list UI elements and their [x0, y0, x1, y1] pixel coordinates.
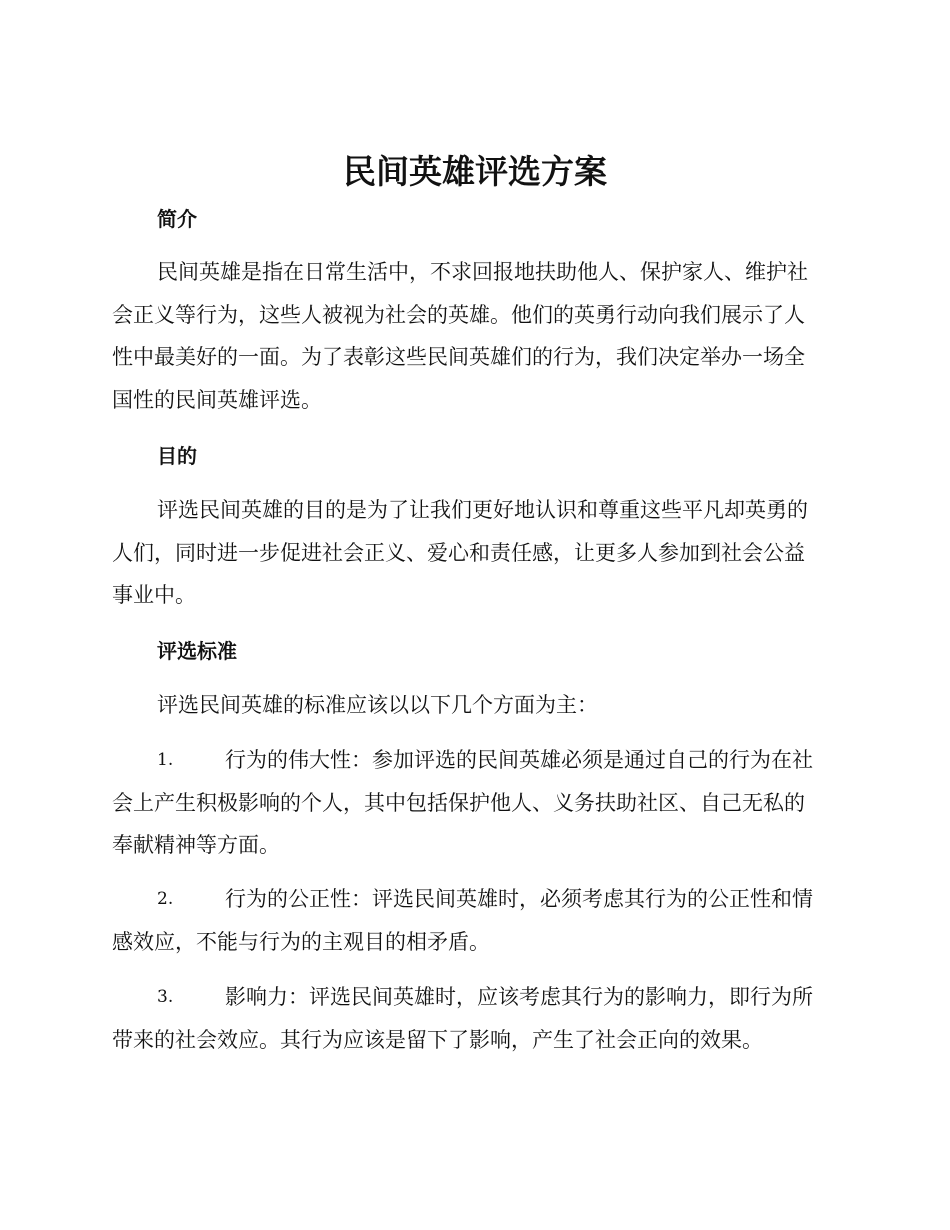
criteria-item-3 — [112, 976, 832, 1061]
purpose-paragraph — [112, 489, 832, 617]
paragraph-line: 事业中。 — [112, 583, 196, 607]
section-heading-intro: 简介 — [157, 207, 197, 231]
document-title: 民间英雄评选方案 — [343, 152, 607, 191]
criteria-intro — [112, 684, 832, 727]
list-number: 1. — [157, 750, 174, 770]
criteria-item-1 — [112, 739, 832, 867]
criteria-item-2 — [112, 878, 832, 963]
paragraph-line: 奉献精神等方面。 — [112, 833, 280, 857]
paragraph-line: 国性的民间英雄评选。 — [112, 387, 322, 412]
paragraph-line: 民间英雄是指在日常生活中，不求回报地扶助他人、保护家人、维护社 — [157, 260, 808, 284]
paragraph-line: 会正义等行为，这些人被视为社会的英雄。他们的英勇行动向我们展示了人 — [112, 302, 805, 327]
paragraph-line: 性中最美好的一面。为了表彰这些民间英雄们的行为，我们决定举办一场全 — [112, 345, 805, 369]
section-heading-purpose: 目的 — [157, 444, 197, 468]
paragraph-line: 会上产生积极影响的个人，其中包括保护他人、义务扶助社区、自己无私的 — [112, 790, 805, 815]
paragraph-line: 评选民间英雄的标准应该以以下几个方面为主： — [157, 693, 598, 717]
intro-paragraph — [112, 251, 832, 421]
list-number: 3. — [157, 987, 174, 1007]
section-heading-criteria: 评选标准 — [157, 639, 237, 663]
paragraph-line: 行为的公正性：评选民间英雄时，必须考虑其行为的公正性和情 — [225, 887, 813, 911]
paragraph-line: 人们，同时进一步促进社会正义、爱心和责任感，让更多人参加到社会公益 — [112, 540, 805, 565]
paragraph-line: 影响力：评选民间英雄时，应该考虑其行为的影响力，即行为所 — [225, 985, 813, 1009]
paragraph-line: 评选民间英雄的目的是为了让我们更好地认识和尊重这些平凡却英勇的 — [157, 498, 808, 522]
paragraph-line: 带来的社会效应。其行为应该是留下了影响，产生了社会正向的效果。 — [112, 1027, 763, 1052]
paragraph-line: 感效应，不能与行为的主观目的相矛盾。 — [112, 929, 490, 954]
paragraph-line: 行为的伟大性：参加评选的民间英雄必须是通过自己的行为在社 — [225, 748, 813, 772]
list-number: 2. — [157, 889, 174, 909]
